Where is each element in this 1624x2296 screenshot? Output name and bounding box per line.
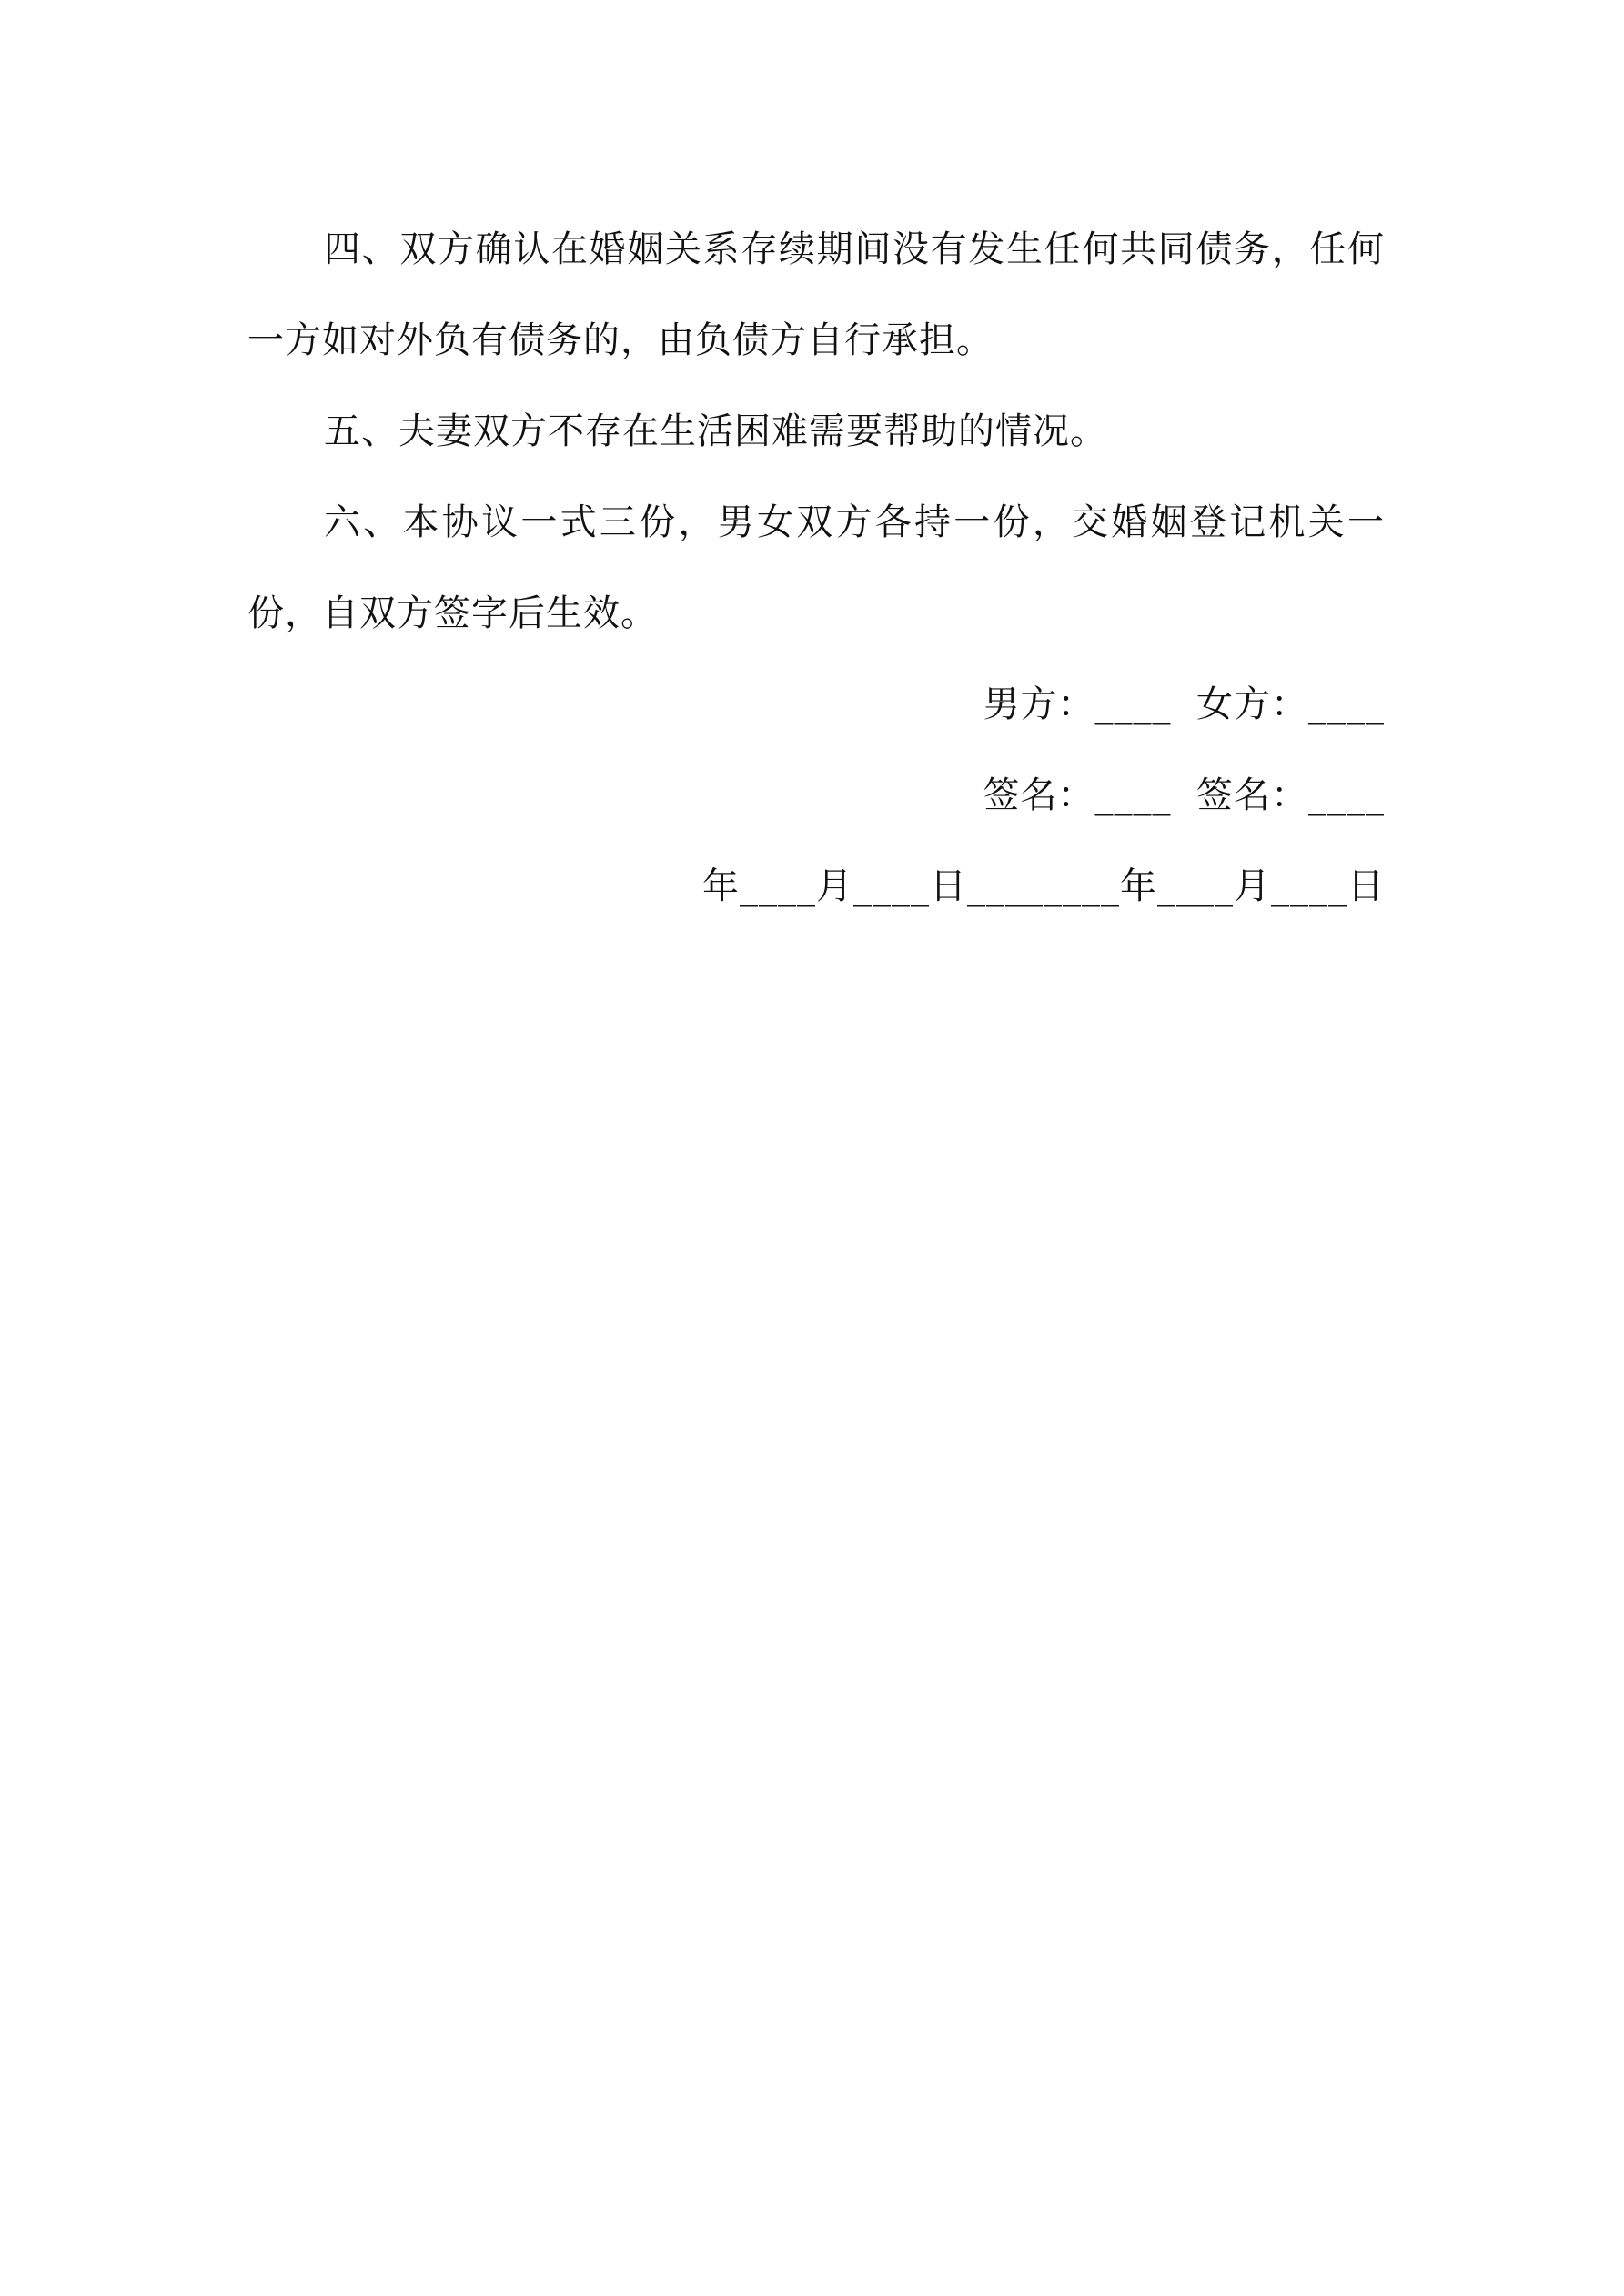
document-body: [247, 204, 1385, 932]
clause-five: 五、夫妻双方不存在生活困难需要帮助的情况。: [324, 410, 1107, 452]
date-line: 年____月____日________年____月____日: [702, 865, 1385, 907]
clause-six: 六、本协议一式三份，男女双方各持一份，交婚姻登记机关一份，自双方签字后生效。: [247, 501, 1385, 634]
party-line: 男方：____ 女方：____: [983, 683, 1385, 725]
clause-four: 四、双方确认在婚姻关系存续期间没有发生任何共同债务，任何一方如对外负有债务的，由负债方自行承担。: [247, 228, 1385, 361]
signature-block: [247, 659, 1385, 932]
sign-line: 签名：____ 签名：____: [983, 774, 1385, 816]
